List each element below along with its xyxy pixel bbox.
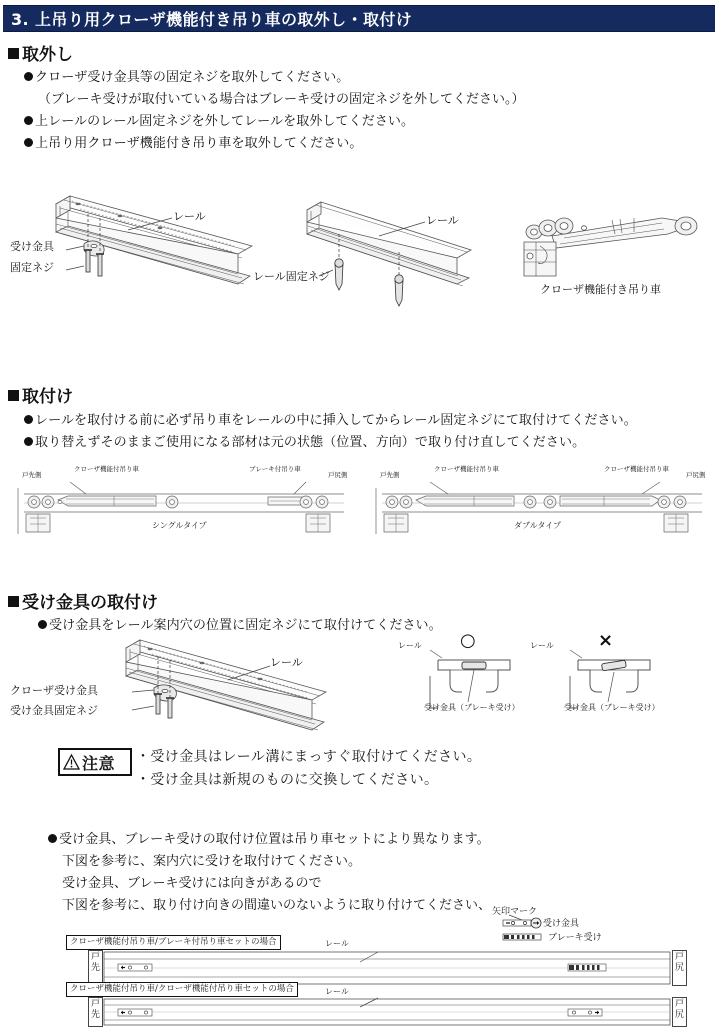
left-end-char-1: 戸 bbox=[90, 952, 100, 962]
bottom-fig-2-rail-label: レール bbox=[325, 987, 349, 996]
right-end-char-1: 戸 bbox=[674, 999, 684, 1009]
double-left-part-label: クローザ機能付吊り車 bbox=[434, 465, 499, 473]
legend-brake-label: ブレーキ受け bbox=[548, 933, 602, 943]
ng-mark-icon: × bbox=[598, 630, 614, 651]
ok-caption: 受け金具（ブレーキ受け） bbox=[424, 703, 520, 712]
ng-caption: 受け金具（ブレーキ受け） bbox=[564, 703, 660, 712]
left-end-char-2: 先 bbox=[90, 963, 100, 973]
bottom-fig-1-tag: クローザ機能付吊り車/ブレーキ付吊り車セットの場合 bbox=[66, 935, 281, 950]
figure-closer-hanger bbox=[512, 196, 712, 306]
single-right-part-label: ブレーキ付吊り車 bbox=[249, 465, 301, 473]
fig1-screw-label: 固定ネジ bbox=[10, 261, 54, 274]
round-bullet-icon bbox=[24, 138, 33, 147]
figure-bottom-rail-1 bbox=[60, 950, 710, 986]
legend-brake-symbol bbox=[503, 931, 553, 943]
caution-line-1: ・受け金具はレール溝にまっすぐ取付けてください。 bbox=[136, 749, 482, 765]
ok-rail-label: レール bbox=[398, 641, 422, 650]
legend-arrow-mark-label: 矢印マーク bbox=[492, 907, 538, 917]
caution-text bbox=[136, 746, 481, 792]
round-bullet-icon bbox=[24, 437, 33, 446]
fig-bracket-screw-label: 受け金具固定ネジ bbox=[10, 704, 98, 717]
heading-bracket-install: 受け金具の取付け bbox=[8, 588, 158, 613]
section-header-bar bbox=[3, 5, 715, 32]
notes-bullet: 受け金具、ブレーキ受けの取付け位置は吊り車セットにより異なります。 bbox=[48, 828, 490, 847]
warning-triangle-icon bbox=[63, 754, 80, 770]
fig1-bracket-label: 受け金具 bbox=[10, 240, 54, 253]
fig2-rail-label: レール bbox=[426, 214, 459, 227]
bracket-line-1: 受け金具をレール案内穴の位置に固定ネジにて取付けてください。 bbox=[38, 614, 442, 633]
removal-line-3: 上レールのレール固定ネジを外してレールを取外してください。 bbox=[24, 110, 414, 129]
round-bullet-icon bbox=[24, 116, 33, 125]
figure-removal-rail-bracket bbox=[10, 188, 270, 318]
round-bullet-icon bbox=[24, 415, 33, 424]
install-line-2: 取り替えずそのままご使用になる部材は元の状態（位置、方向）で取り付け直してください。 bbox=[24, 431, 585, 450]
single-left-part-label: クローザ機能付吊り車 bbox=[74, 465, 139, 473]
figure-double-type bbox=[364, 465, 712, 538]
double-right-end-label: 戸尻側 bbox=[686, 471, 706, 479]
bottom-fig-2-right-end bbox=[672, 997, 687, 1027]
left-end-char-1: 戸 bbox=[90, 999, 100, 1009]
figure-bracket-ng bbox=[530, 630, 702, 726]
double-type-caption: ダブルタイプ bbox=[514, 521, 561, 530]
bottom-fig-2-tag: クローザ機能付吊り車/クローザ機能付吊り車セットの場合 bbox=[66, 982, 298, 997]
removal-line-2: （ブレーキ受けが取付いている場合はブレーキ受けの固定ネジを外してください。） bbox=[38, 92, 525, 107]
notes-line-1: 下図を参考に、案内穴に受けを取付けてください。 bbox=[62, 854, 362, 869]
square-bullet-icon bbox=[8, 390, 19, 401]
round-bullet-icon bbox=[38, 620, 47, 629]
fig1-rail-label: レール bbox=[173, 210, 206, 223]
bottom-fig-1-right-end bbox=[672, 950, 687, 986]
bottom-fig-2-left-end bbox=[88, 997, 103, 1027]
figure-bottom-rail-2 bbox=[60, 997, 710, 1033]
single-right-end-label: 戸尻側 bbox=[328, 471, 348, 479]
fig2-screw-label: レール固定ネジ bbox=[253, 270, 330, 283]
heading-removal: 取外し bbox=[8, 40, 73, 65]
square-bullet-icon bbox=[8, 596, 19, 607]
removal-line-4: 上吊り用クローザ機能付き吊り車を取外してください。 bbox=[24, 132, 363, 151]
square-bullet-icon bbox=[8, 48, 19, 59]
caution-line-2: ・受け金具は新規のものに交換してください。 bbox=[136, 772, 439, 788]
caution-badge bbox=[58, 748, 132, 776]
single-left-end-label: 戸先側 bbox=[22, 471, 42, 479]
figure-bracket-install bbox=[10, 636, 360, 736]
left-end-char-2: 先 bbox=[90, 1010, 100, 1020]
right-end-char-2: 尻 bbox=[674, 963, 684, 973]
legend-bracket-label: 受け金具 bbox=[543, 919, 580, 929]
ng-rail-label: レール bbox=[530, 641, 554, 650]
notes-line-3: 下図を参考に、取り付け向きの間違いのないように取り付けてください、 bbox=[62, 898, 492, 913]
fig-closer-bracket-label: クローザ受け金具 bbox=[10, 684, 98, 697]
double-right-part-label: クローザ機能付吊り車 bbox=[604, 465, 669, 473]
fig3-caption: クローザ機能付き吊り車 bbox=[540, 283, 661, 296]
fig-bracket-rail-label: レール bbox=[270, 656, 303, 669]
bottom-fig-1-left-end bbox=[88, 950, 103, 986]
right-end-char-2: 尻 bbox=[674, 1010, 684, 1020]
bottom-fig-1-rail-label: レール bbox=[325, 939, 349, 948]
install-line-1: レールを取付ける前に必ず吊り車をレールの中に挿入してからレール固定ネジにて取付けてください。 bbox=[24, 409, 637, 428]
caution-label: 注意 bbox=[82, 753, 116, 773]
double-left-end-label: 戸先側 bbox=[380, 471, 400, 479]
removal-line-1: クローザ受け金具等の固定ネジを取外してください。 bbox=[24, 66, 349, 85]
page-title: 3. 上吊り用クローザ機能付き吊り車の取外し・取付け bbox=[11, 10, 413, 29]
single-type-caption: シングルタイプ bbox=[152, 521, 207, 530]
ok-mark-icon: ○ bbox=[460, 630, 476, 651]
heading-install: 取付け bbox=[8, 382, 73, 407]
figure-removal-rail-screw bbox=[253, 188, 495, 318]
round-bullet-icon bbox=[48, 834, 57, 843]
right-end-char-1: 戸 bbox=[674, 952, 684, 962]
notes-line-2: 受け金具、ブレーキ受けには向きがあるので bbox=[62, 876, 322, 891]
figure-single-type bbox=[6, 465, 354, 538]
round-bullet-icon bbox=[24, 72, 33, 81]
